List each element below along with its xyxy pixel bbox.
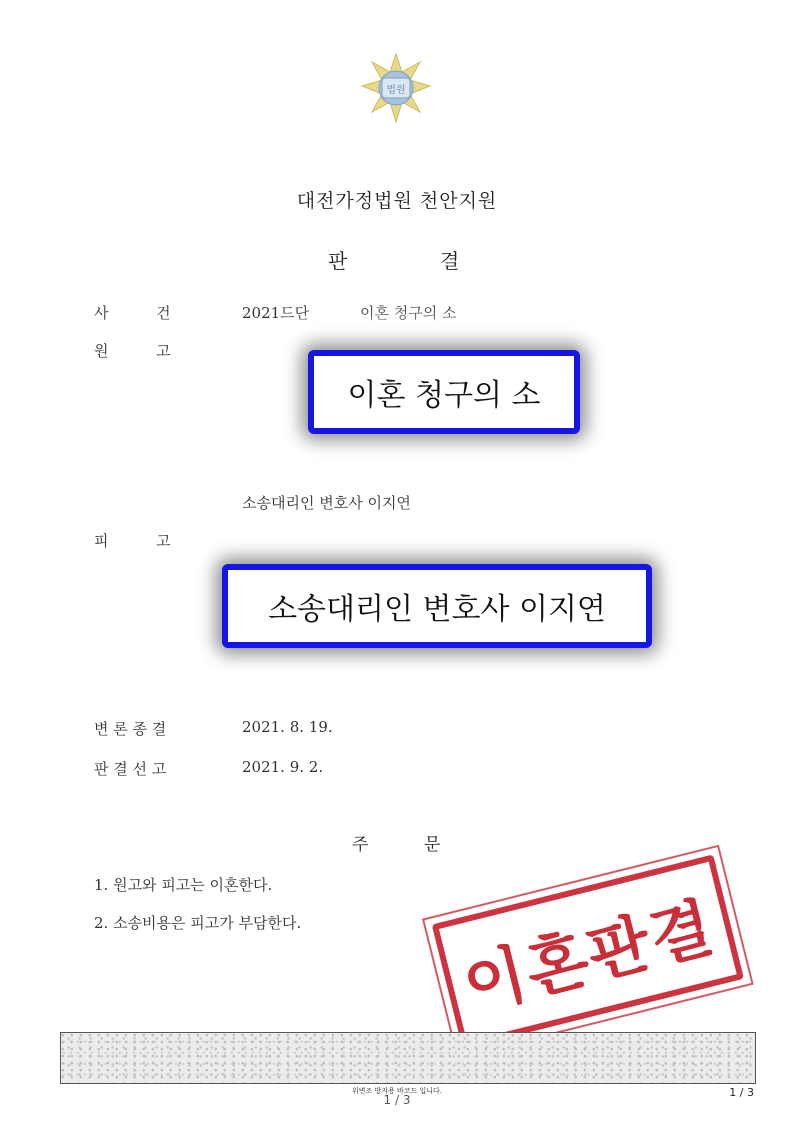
stamp-text: 이혼판결	[456, 890, 723, 1025]
barcode-note: 위변조 방지용 바코드 입니다.	[351, 1087, 443, 1095]
page-number-center: 1 / 3	[383, 1093, 411, 1107]
plaintiff-counsel: 소송대리인 변호사 이지연	[242, 494, 411, 512]
counsel-callout	[222, 564, 652, 648]
court-emblem-icon	[360, 52, 432, 124]
order-item: 2. 소송비용은 피고가 부담한다.	[94, 914, 302, 932]
judgment-date: 2021. 9. 2.	[242, 758, 324, 776]
emblem-text: 법원	[386, 85, 406, 96]
case-label: 사 건	[94, 304, 171, 322]
hearing-end-label: 변 론 종 결	[94, 720, 167, 738]
document-title-right: 결	[440, 249, 460, 273]
case-name-callout-text: 이혼 청구의 소	[347, 378, 541, 413]
order-item: 1. 원고와 피고는 이혼한다.	[94, 876, 273, 894]
case-number: 2021드단	[242, 304, 310, 322]
page-number-right: 1 / 3	[729, 1086, 754, 1099]
anti-forgery-barcode	[60, 1032, 756, 1084]
document-title-left: 판	[328, 249, 348, 273]
order-title-right: 문	[424, 835, 441, 855]
judgment-label: 판 결 선 고	[94, 760, 167, 778]
case-name: 이혼 청구의 소	[360, 304, 457, 322]
defendant-label: 피 고	[94, 532, 171, 550]
counsel-callout-text: 소송대리인 변호사 이지연	[268, 592, 606, 627]
plaintiff-label: 원 고	[94, 342, 171, 360]
hearing-end-date: 2021. 8. 19.	[242, 718, 333, 736]
case-name-callout	[308, 350, 580, 434]
order-title-left: 주	[352, 835, 369, 855]
court-name: 대전가정법원 천안지원	[296, 190, 498, 212]
